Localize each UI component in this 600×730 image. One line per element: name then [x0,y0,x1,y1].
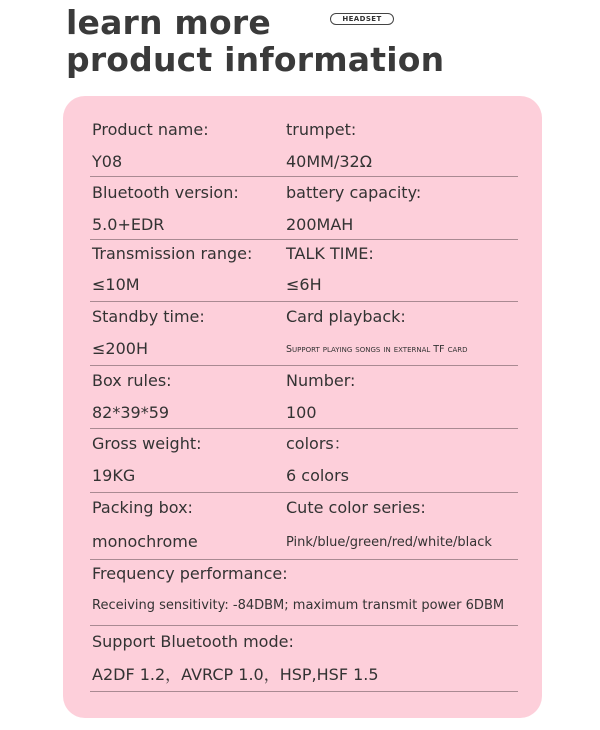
packing-box-label: Packing box: [92,498,193,517]
spec-row-packing [90,492,518,560]
bluetooth-version-label: Bluetooth version: [92,183,239,202]
trumpet-value: 40MM/32Ω [286,152,372,171]
page-title-line2: product information [66,40,445,79]
spec-row-frequency [90,559,518,626]
talk-time-label: TALK TIME: [286,244,374,263]
product-name-value: Y08 [92,152,123,171]
color-series-value: Pink/blue/green/red/white/black [286,535,492,550]
number-label: Number: [286,371,356,390]
bluetooth-version-value: 5.0+EDR [92,215,165,234]
spec-row-bluetooth-mode [90,625,518,692]
spec-row-product [90,112,518,177]
spec-row-box [90,365,518,429]
bluetooth-mode-label: Support Bluetooth mode: [92,632,294,651]
trumpet-label: trumpet: [286,120,357,139]
colors-label: colors： [286,434,350,453]
spec-row-weight [90,428,518,493]
card-playback-label: Card playback: [286,307,406,326]
spec-row-range [90,239,518,302]
spec-row-standby [90,301,518,366]
box-rules-label: Box rules: [92,371,172,390]
box-rules-value: 82*39*59 [92,403,170,422]
battery-capacity-value: 200MAH [286,215,354,234]
gross-weight-label: Gross weight: [92,434,202,453]
card-playback-value: Support playing songs in external TF card [286,344,468,355]
color-series-label: Cute color series: [286,498,426,517]
packing-box-value: monochrome [92,532,198,551]
gross-weight-value: 19KG [92,466,136,485]
spec-row-bluetooth [90,176,518,240]
colors-value: 6 colors [286,466,349,485]
standby-time-value: ≤200H [92,339,148,358]
frequency-label: Frequency performance: [92,564,288,583]
transmission-range-label: Transmission range: [92,244,253,263]
frequency-value: Receiving sensitivity: -84DBM; maximum transmit power 6DBM [92,598,505,613]
transmission-range-value: ≤10M [92,275,140,294]
bluetooth-mode-value: A2DF 1.2，AVRCP 1.0，HSP,HSF 1.5 [92,665,379,684]
number-value: 100 [286,403,317,422]
product-name-label: Product name: [92,120,209,139]
talk-time-value: ≤6H [286,275,322,294]
page-title-line1: learn more [66,3,271,42]
spec-card [63,96,542,718]
standby-time-label: Standby time: [92,307,205,326]
headset-badge: HEADSET [330,13,394,25]
battery-capacity-label: battery capacity: [286,183,422,202]
